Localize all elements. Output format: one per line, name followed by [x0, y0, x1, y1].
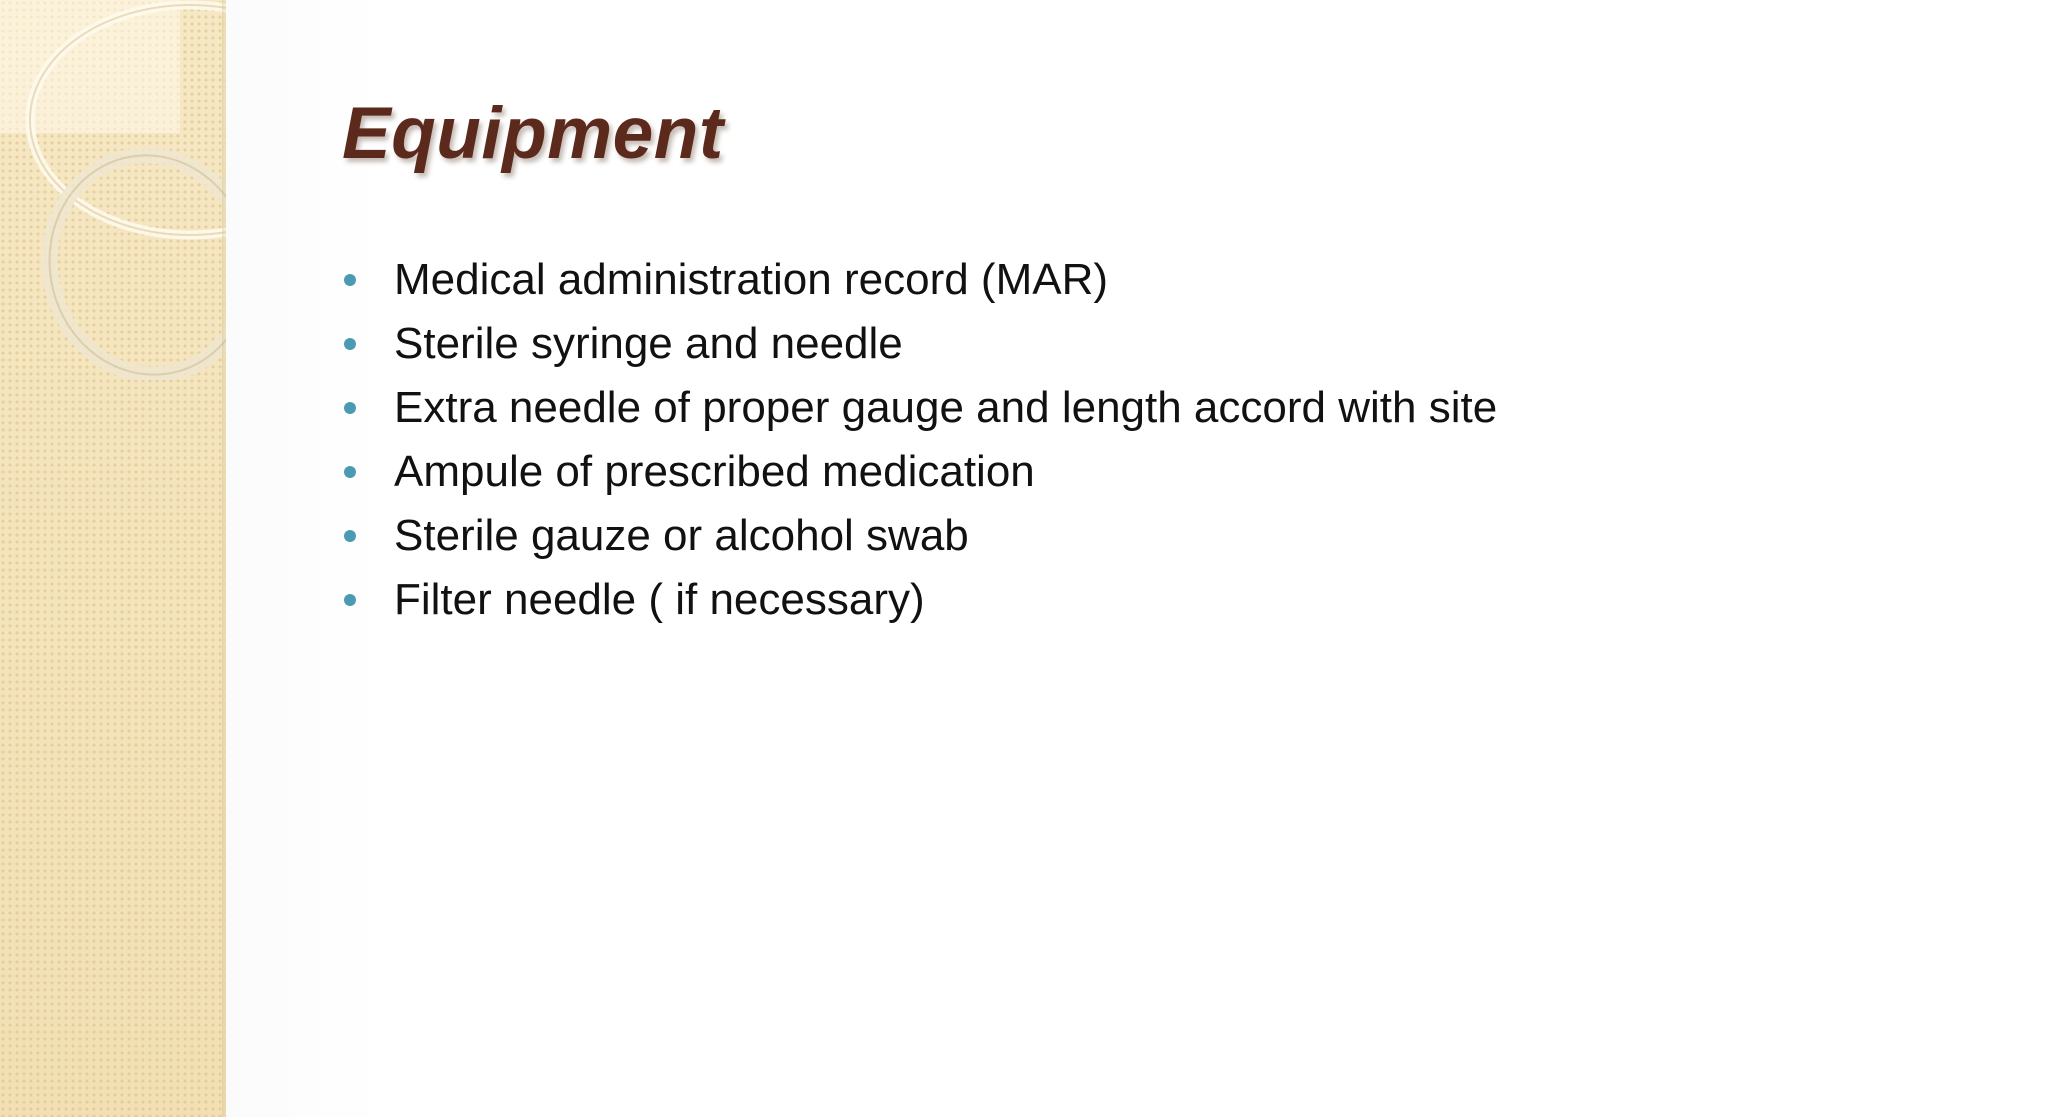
bullet-text: Medical administration record (MAR) [394, 255, 1108, 304]
bullet-item [340, 568, 1497, 632]
bullet-item [340, 248, 1497, 312]
bullet-text: Sterile syringe and needle [394, 319, 903, 368]
bullet-item [340, 504, 1497, 568]
bullet-dot-icon [344, 530, 356, 542]
bullet-item [340, 440, 1497, 504]
bullet-text: Filter needle ( if necessary) [394, 575, 925, 624]
bullet-text: Extra needle of proper gauge and length accord with site [394, 383, 1498, 432]
bullet-text: Sterile gauze or alcohol swab [394, 511, 969, 560]
decorative-rings-graphic [0, 0, 228, 380]
bullet-item [340, 312, 1497, 376]
slide-title: Equipment [342, 93, 724, 174]
bullet-dot-icon [344, 594, 356, 606]
bullet-dot-icon [344, 274, 356, 286]
bullet-item [340, 376, 1497, 440]
bullet-dot-icon [344, 402, 356, 414]
bullet-dot-icon [344, 466, 356, 478]
bullet-dot-icon [344, 338, 356, 350]
bullet-text: Ampule of prescribed medication [394, 447, 1035, 496]
bullet-list [340, 248, 1497, 632]
